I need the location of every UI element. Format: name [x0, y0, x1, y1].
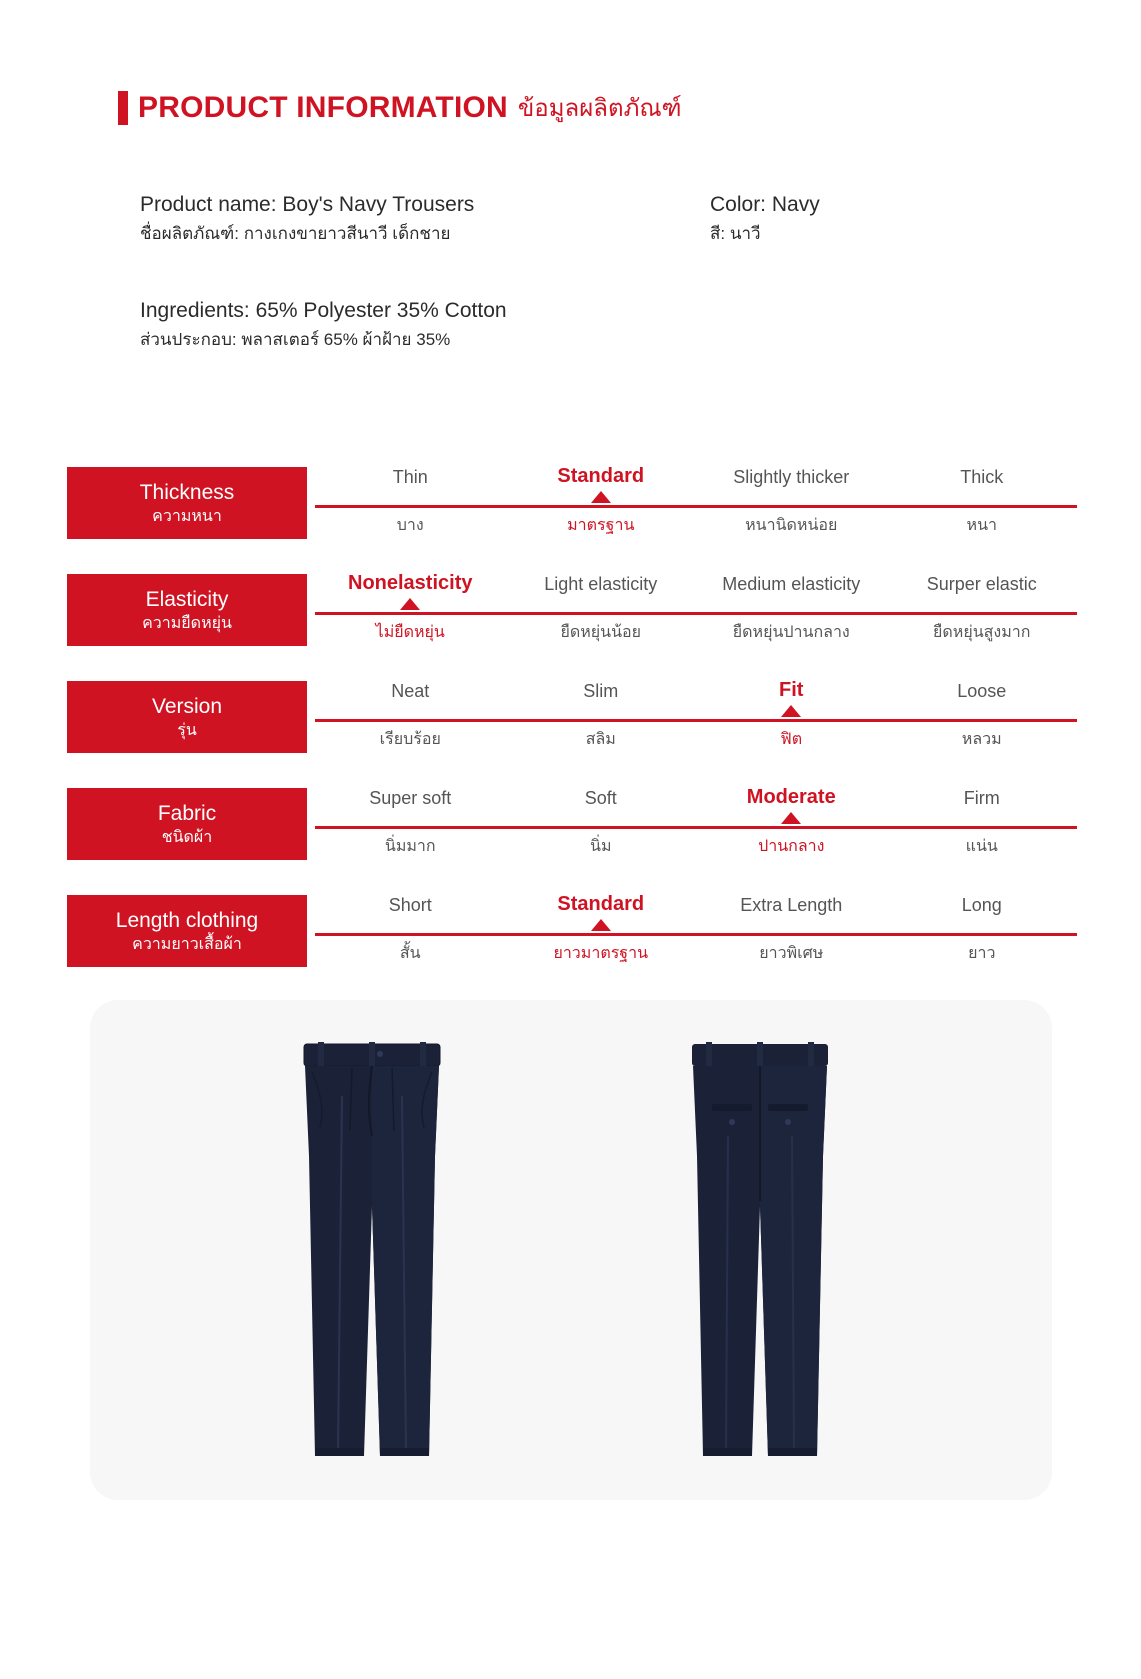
- scale-option-super-elastic[interactable]: Surper elastic ยืดหยุ่นสูงมาก: [926, 574, 1037, 641]
- spec-table: [67, 455, 1077, 990]
- spec-label-th: ความยืดหยุ่น: [142, 614, 232, 632]
- product-name-th: ชื่อผลิตภัณฑ์: กางเกงขายาวสีนาวี เด็กชาย: [140, 224, 451, 243]
- spec-label-en: Version: [151, 694, 223, 718]
- spec-scale-elasticity: [315, 562, 1077, 662]
- scale-option-light-elasticity[interactable]: Light elasticity ยืดหยุ่นน้อย: [544, 574, 658, 641]
- spec-row-elasticity: [67, 562, 1077, 669]
- spec-row-length-clothing: [67, 883, 1077, 990]
- page-header: [118, 88, 682, 127]
- spec-scale-version: [315, 669, 1077, 769]
- scale-option-moderate[interactable]: Moderate ปานกลาง: [746, 786, 836, 855]
- spec-row-thickness: [67, 455, 1077, 562]
- spec-label-th: ความยาวเสื้อผ้า: [132, 935, 242, 953]
- ingredients-en: Ingredients: 65% Polyester 35% Cotton: [140, 299, 507, 322]
- scale-option-long[interactable]: Long ยาว: [961, 895, 1002, 962]
- scale-option-extra-length[interactable]: Extra Length ยาวพิเศษ: [740, 895, 843, 962]
- spec-label-length-clothing: [67, 895, 307, 967]
- scale-option-medium-elasticity[interactable]: Medium elasticity ยืดหยุ่นปานกลาง: [722, 574, 861, 641]
- selection-marker-icon: [781, 812, 801, 824]
- scale-option-firm[interactable]: Firm แน่น: [963, 788, 1000, 855]
- scale-option-slightly-thicker[interactable]: Slightly thicker หนานิดหน่อย: [733, 467, 850, 534]
- page-title-thai: ข้อมูลผลิตภัณฑ์: [517, 95, 682, 122]
- scale-option-soft[interactable]: Soft นิ่ม: [584, 788, 617, 855]
- product-color-en: Color: Navy: [710, 193, 820, 216]
- scale-option-nonelasticity[interactable]: Nonelasticity ไม่ยืดหยุ่น: [348, 572, 473, 641]
- product-color-cell: [710, 190, 1010, 248]
- product-image-front: [272, 1036, 472, 1466]
- product-image-back: [660, 1036, 860, 1466]
- scale-option-thin[interactable]: Thin บาง: [392, 467, 428, 534]
- scale-option-standard[interactable]: Standard มาตรฐาน: [557, 465, 645, 534]
- spec-label-en: Fabric: [157, 801, 217, 825]
- spec-label-th: ชนิดผ้า: [161, 828, 213, 846]
- spec-label-th: ความหนา: [152, 507, 222, 525]
- selection-marker-icon: [781, 705, 801, 717]
- product-info-block: [140, 190, 1020, 362]
- scale-option-neat[interactable]: Neat เรียบร้อย: [379, 681, 441, 748]
- scale-option-slim[interactable]: Slim สลิม: [583, 681, 619, 748]
- page-title: PRODUCT INFORMATION: [138, 90, 508, 124]
- selection-marker-icon: [591, 491, 611, 503]
- product-ingredients-cell: [140, 296, 710, 354]
- spec-scale-thickness: [315, 455, 1077, 555]
- spec-row-fabric: [67, 776, 1077, 883]
- spec-label-en: Elasticity: [145, 587, 229, 611]
- scale-option-loose[interactable]: Loose หลวม: [957, 681, 1007, 748]
- scale-option-fit[interactable]: Fit ฟิต: [779, 679, 804, 748]
- spec-label-en: Length clothing: [115, 908, 259, 932]
- scale-option-short[interactable]: Short สั้น: [388, 895, 432, 962]
- spec-label-elasticity: [67, 574, 307, 646]
- selection-marker-icon: [400, 598, 420, 610]
- spec-label-thickness: [67, 467, 307, 539]
- spec-label-en: Thickness: [139, 480, 235, 504]
- spec-row-version: [67, 669, 1077, 776]
- product-ingredients-row: [140, 296, 1020, 354]
- product-photo-panel: [90, 1000, 1052, 1500]
- info-spacer: [140, 256, 1020, 296]
- product-color-th: สี: นาวี: [710, 224, 761, 243]
- scale-option-thick[interactable]: Thick หนา: [960, 467, 1004, 534]
- spec-label-th: รุ่น: [177, 721, 197, 739]
- spec-scale-length-clothing: [315, 883, 1077, 983]
- selection-marker-icon: [591, 919, 611, 931]
- scale-option-standard-length[interactable]: Standard ยาวมาตรฐาน: [553, 893, 649, 962]
- product-name-en: Product name: Boy's Navy Trousers: [140, 193, 475, 216]
- product-name-row: [140, 190, 1020, 248]
- spec-label-fabric: [67, 788, 307, 860]
- spec-label-version: [67, 681, 307, 753]
- product-name-cell: [140, 190, 710, 248]
- header-accent-bar: [118, 91, 128, 125]
- scale-option-super-soft[interactable]: Super soft นิ่มมาก: [369, 788, 452, 855]
- spec-scale-fabric: [315, 776, 1077, 876]
- ingredients-th: ส่วนประกอบ: พลาสเตอร์ 65% ผ้าฝ้าย 35%: [140, 330, 451, 349]
